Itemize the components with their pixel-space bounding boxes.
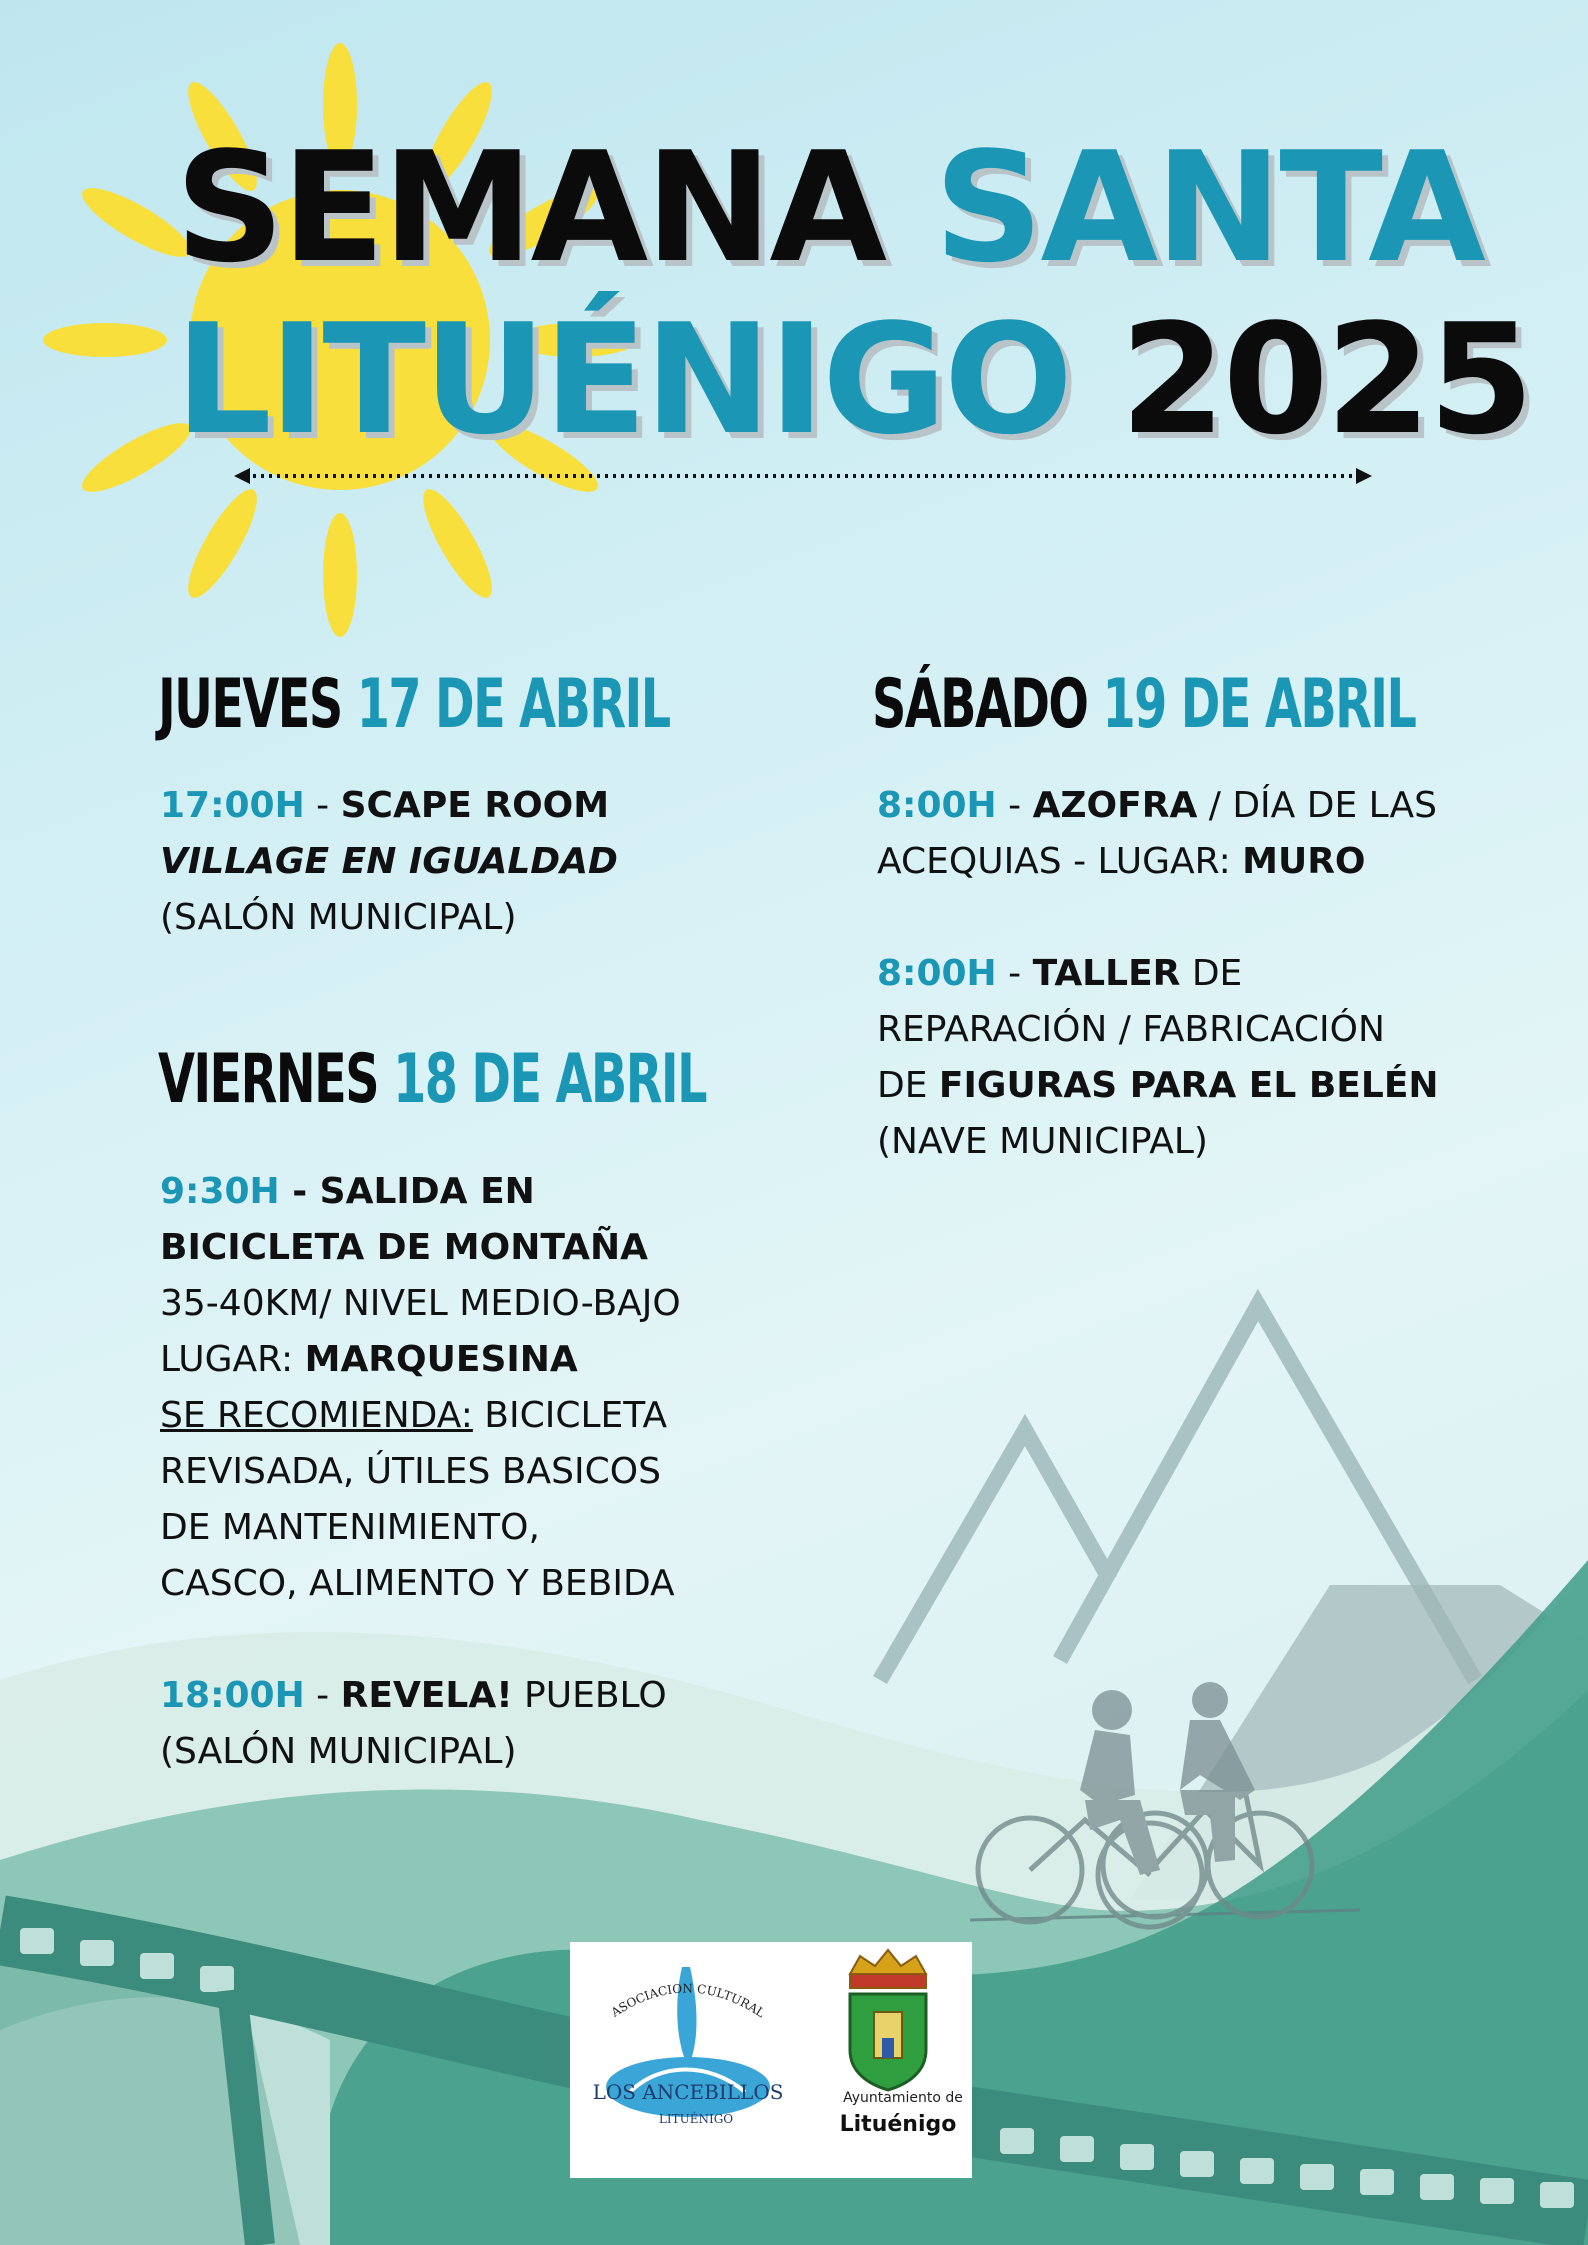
separator: - <box>996 785 1033 826</box>
film-hole <box>1240 2158 1274 2184</box>
event-desc: ACEQUIAS - LUGAR: <box>877 841 1243 882</box>
event-subtitle: VILLAGE EN IGUALDAD <box>160 841 618 882</box>
heading-viernes <box>158 1040 706 1120</box>
event-level: 35-40KM/ NIVEL MEDIO-BAJO <box>160 1283 681 1324</box>
event-name: TALLER <box>1032 953 1181 994</box>
day-date: 19 DE ABRIL <box>1102 665 1416 744</box>
event-sabado-taller <box>877 946 1497 1170</box>
film-hole <box>80 1940 114 1966</box>
film-hole <box>20 1928 54 1954</box>
event-desc: DE <box>1180 953 1243 994</box>
day-date: 17 DE ABRIL <box>356 665 670 744</box>
event-desc: / DÍA DE LAS <box>1197 785 1438 826</box>
film-hole <box>200 1966 234 1992</box>
association-logo <box>593 1967 784 2126</box>
title-line-2 <box>175 291 1532 468</box>
title-word-lituenigo: LITUÉNIGO <box>175 291 1071 468</box>
title-line-1 <box>175 119 1483 296</box>
title-word-year: 2025 <box>1120 291 1532 468</box>
recommend-text: REVISADA, ÚTILES BASICOS <box>160 1451 661 1492</box>
logos-art <box>570 1942 972 2178</box>
film-hole <box>1300 2164 1334 2190</box>
place-label: LUGAR: <box>160 1339 305 1380</box>
recommend-text: DE MANTENIMIENTO, <box>160 1507 540 1548</box>
separator: - <box>996 953 1033 994</box>
sun-ray <box>177 481 268 605</box>
sun-ray <box>412 481 503 605</box>
film-hole <box>1540 2182 1574 2208</box>
event-name: - SALIDA EN <box>279 1171 535 1212</box>
event-place: MURO <box>1242 841 1366 882</box>
event-name-line2: FIGURAS PARA EL BELÉN <box>938 1065 1439 1106</box>
day-name: SÁBADO <box>872 665 1088 744</box>
event-place: MARQUESINA <box>304 1339 578 1380</box>
heading-sabado <box>872 665 1415 745</box>
event-place: (SALÓN MUNICIPAL) <box>160 897 517 938</box>
association-arc-text: ASOCIACION CULTURAL <box>608 1981 768 2021</box>
film-hole <box>1120 2144 1154 2170</box>
recommend-text: CASCO, ALIMENTO Y BEBIDA <box>160 1563 675 1604</box>
recommend-label: SE RECOMIENDA: <box>160 1395 473 1436</box>
film-hole <box>1060 2136 1094 2162</box>
recommend-text: BICICLETA <box>472 1395 668 1436</box>
sun-ray <box>43 323 167 357</box>
film-hole <box>140 1953 174 1979</box>
day-date: 18 DE ABRIL <box>393 1040 706 1119</box>
film-hole <box>1360 2169 1394 2195</box>
event-time: 9:30H <box>160 1171 280 1212</box>
film-hole <box>1180 2151 1214 2177</box>
film-hole <box>1420 2174 1454 2200</box>
event-name: REVELA! <box>340 1675 513 1716</box>
title-word-santa: SANTA <box>933 119 1483 296</box>
event-name: SCAPE ROOM <box>340 785 610 826</box>
event-name-rest: PUEBLO <box>512 1675 667 1716</box>
ayuntamiento-label: Ayuntamiento de <box>843 2090 963 2106</box>
event-sabado-azofra <box>877 778 1497 890</box>
event-name: AZOFRA <box>1032 785 1198 826</box>
event-jueves-scape-room <box>160 778 780 946</box>
event-time: 8:00H <box>877 953 997 994</box>
separator: - <box>304 785 341 826</box>
event-desc: REPARACIÓN / FABRICACIÓN <box>877 1009 1385 1050</box>
day-name: VIERNES <box>158 1040 379 1119</box>
film-hole <box>1480 2178 1514 2204</box>
event-viernes-bicicleta <box>160 1164 780 1612</box>
film-hole <box>1000 2128 1034 2154</box>
day-name: JUEVES <box>158 665 342 744</box>
event-time: 8:00H <box>877 785 997 826</box>
title-word-semana: SEMANA <box>175 119 885 296</box>
sponsor-logos <box>570 1942 972 2178</box>
association-town: LITUÉNIGO <box>658 2112 734 2126</box>
sun-ray <box>323 513 357 637</box>
coat-of-arms-icon <box>850 1950 926 2090</box>
event-time: 17:00H <box>160 785 305 826</box>
event-place: (SALÓN MUNICIPAL) <box>160 1731 517 1772</box>
separator: - <box>304 1675 341 1716</box>
event-name-line2: BICICLETA DE MONTAÑA <box>160 1227 648 1268</box>
event-viernes-revela <box>160 1668 780 1780</box>
event-desc: DE <box>877 1065 939 1106</box>
heading-jueves <box>158 665 670 745</box>
association-name: LOS ANCEBILLOS <box>592 2080 784 2104</box>
event-place: (NAVE MUNICIPAL) <box>877 1121 1208 1162</box>
event-time: 18:00H <box>160 1675 305 1716</box>
ayuntamiento-name: Lituénigo <box>839 2112 957 2137</box>
